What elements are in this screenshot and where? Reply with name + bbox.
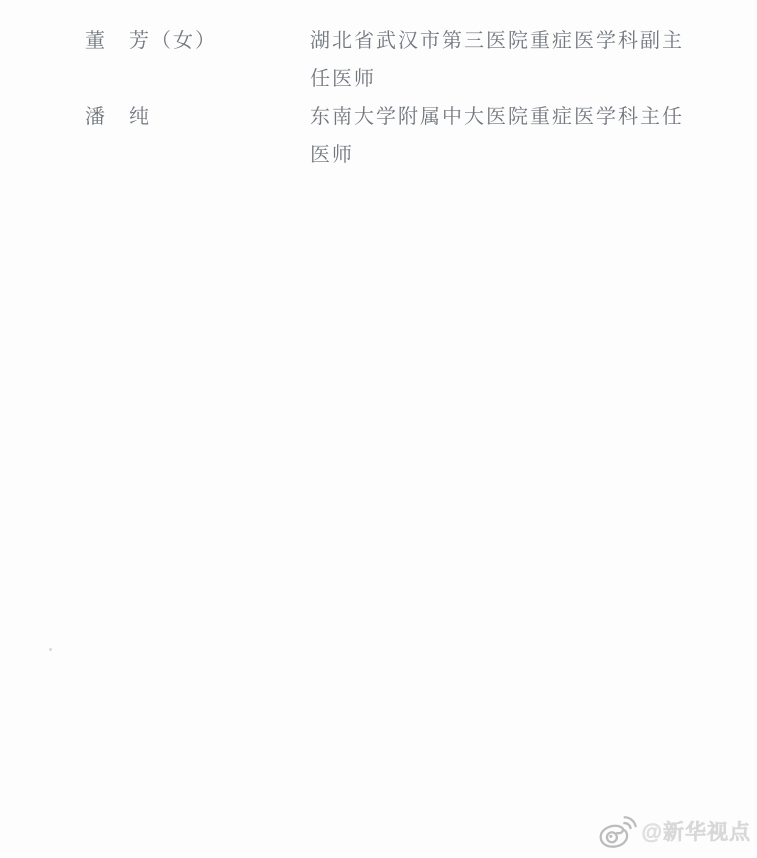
weibo-icon — [594, 809, 640, 853]
honoree-row — [85, 98, 757, 174]
honoree-title: 湖北省武汉市第三医院重症医学科副主任医师 — [310, 30, 684, 90]
honoree-row — [85, 22, 757, 98]
watermark — [596, 811, 751, 851]
honoree-name: 潘 纯 — [85, 106, 151, 128]
watermark-handle: @新华视点 — [641, 821, 751, 844]
scan-artifact-speck — [49, 648, 52, 651]
honoree-name: 董 芳（女） — [85, 30, 217, 52]
honoree-title: 东南大学附属中大医院重症医学科主任医师 — [310, 106, 684, 166]
